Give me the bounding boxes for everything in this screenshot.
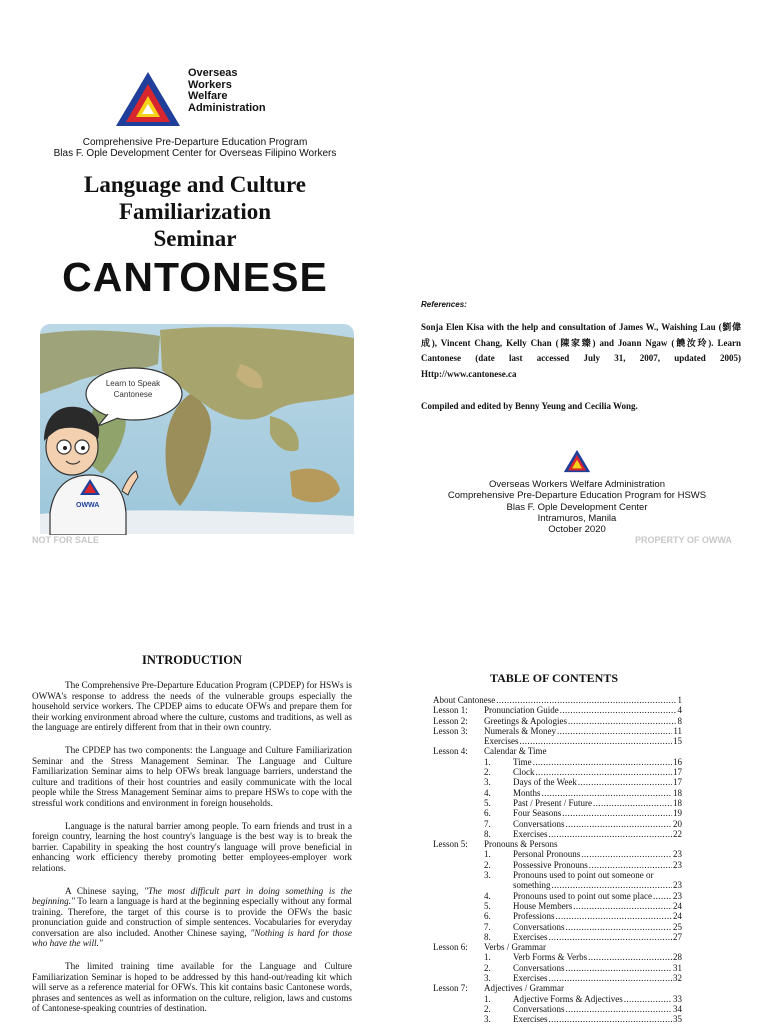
toc-indent: [433, 870, 484, 880]
toc-entry-label: Verbs / Grammar: [484, 942, 546, 953]
toc-row: [433, 891, 682, 901]
toc-indent: [433, 891, 484, 901]
toc-entry-label: Conversations: [513, 818, 565, 829]
toc-entry-label: Exercises: [484, 736, 519, 747]
toc-entry-label: Months: [513, 787, 541, 798]
toc-page-number: 23: [673, 859, 682, 870]
toc-entry-label: Time: [513, 756, 532, 767]
publisher-line: Overseas Workers Welfare Administration: [489, 479, 665, 490]
program-line: Comprehensive Pre-Departure Education Program: [82, 137, 308, 148]
toc-indent: [433, 829, 484, 839]
toc-row: [433, 839, 682, 849]
toc-row: [433, 994, 682, 1004]
title-line: Familiarization: [118, 199, 272, 224]
publisher-block: [421, 479, 733, 535]
toc-page-number: 22: [673, 828, 682, 839]
toc-page-number: 15: [673, 736, 682, 747]
toc-row: [433, 757, 682, 767]
toc-page-number: 18: [673, 797, 682, 808]
toc-row: [433, 829, 682, 839]
toc-page-number: 25: [673, 921, 682, 932]
table-of-contents: [433, 695, 682, 1024]
toc-leader: [548, 932, 672, 942]
toc-lesson-number: Lesson 7:: [433, 983, 468, 994]
toc-entry-label: Pronouns & Persons: [484, 839, 558, 850]
toc-indent: [433, 994, 484, 1004]
toc-indent: [433, 860, 484, 870]
toc-sub-number: 1.: [484, 993, 491, 1004]
toc-sub-number: 3.: [484, 973, 491, 984]
toc-indent: [433, 808, 484, 818]
toc-row: [433, 870, 682, 880]
toc-row: [433, 963, 682, 973]
toc-sub-number: [484, 880, 513, 890]
toc-page-number: 17: [673, 767, 682, 778]
toc-lesson-number: Lesson 3:: [433, 725, 468, 736]
toc-leader: [548, 973, 672, 983]
toc-row: [433, 849, 682, 859]
toc-page-number: 8: [677, 715, 682, 726]
org-line: Administration: [188, 101, 266, 114]
toc-sub-number: 3.: [484, 1014, 491, 1024]
toc-leader: [653, 891, 672, 901]
intro-paragraph: The CPDEP has two components: the Language and Culture Familiarization Seminar and the Stress Management Seminar. The Language and Culture Familiarization Seminar aims to help OFWs break language barriers, understand the culture and traditions of their host countries and easily communicate with the local people while the Stress Management Seminar aims to prepare HSWs to cope with the stressful work conditions and environment in foreign households.: [32, 744, 352, 808]
toc-row: [433, 911, 682, 921]
property-label: PROPERTY OF OWWA: [635, 535, 732, 545]
owwa-logo-small: [563, 449, 591, 473]
toc-title: TABLE OF CONTENTS: [489, 671, 619, 685]
toc-leader: [533, 757, 672, 767]
toc-row: [433, 1014, 682, 1024]
toc-leader: [557, 726, 672, 736]
toc-leader: [566, 922, 673, 932]
introduction-text: [32, 680, 352, 1024]
toc-indent: [433, 788, 484, 798]
toc-sub-number: 8.: [484, 931, 491, 942]
toc-page-number: 23: [673, 849, 682, 860]
toc-sub-number: 5.: [484, 797, 491, 808]
toc-row: [433, 798, 682, 808]
toc-indent: [433, 963, 484, 973]
toc-entry-label: Exercises: [513, 931, 548, 942]
toc-entry-label: Exercises: [513, 828, 548, 839]
toc-entry-label: Conversations: [513, 921, 565, 932]
org-line: Workers: [188, 78, 232, 91]
toc-indent: [433, 880, 484, 890]
toc-leader: [556, 911, 672, 921]
toc-sub-number: 2.: [484, 767, 491, 778]
toc-page-number: 16: [673, 756, 682, 767]
toc-lesson-number: Lesson 5:: [433, 839, 468, 850]
publisher-line: Intramuros, Manila: [537, 512, 617, 524]
toc-leader: [496, 695, 676, 705]
toc-leader: [566, 963, 673, 973]
intro-paragraph: The Comprehensive Pre-Departure Education Program (CPDEP) for HSWs is OWWA's response to address the needs of the vulnerable groups especially the household service workers. The CPDEP aims to educate OFWs and prepare them for their working environment abroad where the culture, customs and traditions, as well as the language are entirely different from that in their own country.: [32, 680, 352, 733]
toc-sub-number: 4.: [484, 787, 491, 798]
publisher-line: Blas F. Ople Development Center: [506, 501, 648, 513]
toc-lesson-number: [433, 736, 484, 746]
toc-sub-number: 2.: [484, 859, 491, 870]
compiled-by: Compiled and edited by Benny Yeung and Cecilia Wong.: [421, 401, 638, 411]
toc-row: [433, 716, 682, 726]
toc-leader: [589, 860, 672, 870]
toc-sub-number: 3.: [484, 777, 491, 788]
toc-entry-label: Adjective Forms & Adjectives: [513, 993, 623, 1004]
shirt-badge-text: OWWA: [76, 502, 100, 509]
toc-leader: [542, 788, 672, 798]
toc-entry-label: something: [513, 880, 551, 891]
title-line: Seminar: [153, 226, 237, 251]
toc-leader: [593, 798, 672, 808]
toc-sub-number: 1.: [484, 756, 491, 767]
toc-row: [433, 973, 682, 983]
toc-page-number: 34: [673, 1003, 682, 1014]
toc-page-number: 31: [673, 962, 682, 973]
toc-sub-number: 8.: [484, 828, 491, 839]
bubble-line: Learn to Speak: [105, 379, 161, 388]
toc-sub-number: 1.: [484, 952, 491, 963]
toc-row: [433, 942, 682, 952]
publisher-line: Comprehensive Pre-Departure Education Program for HSWS: [447, 490, 707, 502]
toc-entry-label: Greetings & Apologies: [484, 715, 567, 726]
org-line: Welfare: [188, 90, 228, 102]
toc-row: [433, 983, 682, 993]
toc-entry-label: Calendar & Time: [484, 746, 547, 757]
toc-entry-label: Past / Present / Future: [513, 797, 592, 808]
toc-indent: [433, 757, 484, 767]
toc-indent: [433, 798, 484, 808]
toc-page-number: 19: [673, 808, 682, 819]
toc-leader: [566, 1004, 673, 1014]
program-lines: [40, 137, 350, 159]
toc-leader: [624, 994, 672, 1004]
toc-leader: [566, 819, 673, 829]
references-heading: References:: [421, 300, 467, 309]
toc-indent: [433, 1004, 484, 1014]
toc-leader: [560, 705, 677, 715]
toc-page-number: 18: [673, 787, 682, 798]
toc-lesson-number: Lesson 6:: [433, 942, 468, 953]
toc-row: [433, 777, 682, 787]
toc-entry-label: Verb Forms & Verbs: [513, 952, 588, 963]
speech-bubble-text: [92, 378, 174, 400]
toc-entry-label: House Members: [513, 900, 573, 911]
toc-page-number: 24: [673, 900, 682, 911]
toc-entry-label: Four Seasons: [513, 808, 562, 819]
toc-entry-label: Exercises: [513, 973, 548, 984]
toc-page-number: 27: [673, 931, 682, 942]
toc-indent: [433, 932, 484, 942]
toc-entry-label: Numerals & Money: [484, 725, 556, 736]
toc-indent: [433, 777, 484, 787]
toc-page-number: 11: [673, 725, 682, 736]
not-for-sale-label: NOT FOR SALE: [32, 535, 99, 545]
toc-sub-number: 7.: [484, 921, 491, 932]
toc-sub-number: 6.: [484, 808, 491, 819]
toc-sub-number: 2.: [484, 1003, 491, 1014]
org-line: Overseas: [188, 67, 238, 79]
toc-row: [433, 880, 682, 890]
toc-row: [433, 726, 682, 736]
toc-row: [433, 808, 682, 818]
intro-text: To learn a language is hard at the beginning especially without any formal training. Therefore, the target of this course is to provide the OFWs the basic pronunciation guide and construction of simple sentences. Vocabularies for everyday conversation are also included. Another Chinese saying,: [32, 896, 352, 938]
intro-text: A Chinese saying,: [65, 885, 145, 896]
toc-indent: [433, 819, 484, 829]
toc-leader: [548, 1014, 672, 1024]
introduction-title: INTRODUCTION: [141, 653, 242, 667]
toc-leader: [562, 808, 672, 818]
program-line: Blas F. Ople Development Center for Overseas Filipino Workers: [53, 148, 337, 159]
toc-entry-label: Clock: [513, 767, 535, 778]
toc-leader: [552, 880, 673, 890]
toc-lesson-number: Lesson 1:: [433, 705, 468, 716]
toc-leader: [581, 849, 672, 859]
org-name: [188, 68, 266, 114]
toc-page-number: 23: [673, 880, 682, 891]
toc-entry-label: Professions: [513, 911, 555, 922]
references-body: Sonja Elen Kisa with the help and consultation of James W., Waishing Lau (劉偉成), Vincent Chang, Kelly Chan (陳家臻) and Joann Ngaw (饒汝玲). Learn Cantonese (date last accessed July 31, 2007, updated 2005) Http://www.cantonese.ca: [421, 322, 741, 379]
toc-sub-number: 6.: [484, 911, 491, 922]
seminar-title: [40, 171, 350, 252]
toc-leader: [578, 777, 672, 787]
toc-leader: [536, 767, 673, 777]
toc-entry-label: Conversations: [513, 962, 565, 973]
toc-page-number: 17: [673, 777, 682, 788]
intro-paragraph: [32, 886, 352, 950]
toc-page-number: 28: [673, 952, 682, 963]
toc-row: [433, 932, 682, 942]
toc-indent: [433, 1014, 484, 1024]
toc-sub-number: 3.: [484, 870, 491, 881]
toc-indent: [433, 973, 484, 983]
toc-entry-label: Pronouns used to point out someone or: [513, 870, 654, 881]
toc-indent: [433, 767, 484, 777]
language-title: CANTONESE: [62, 254, 328, 300]
toc-row: [433, 901, 682, 911]
toc-row: [433, 695, 682, 705]
toc-row: [433, 746, 682, 756]
toc-row: [433, 767, 682, 777]
toc-entry-label: About Cantonese: [433, 695, 496, 705]
toc-lesson-number: Lesson 2:: [433, 715, 468, 726]
toc-leader: [519, 736, 672, 746]
toc-row: [433, 922, 682, 932]
intro-paragraph: The limited training time available for the Language and Culture Familiarization Seminar is hoped to be addressed by this hand-out/reading kit which will serve as a reference material for OFWs. This kit contains basic Cantonese words, phrases and sentences as well as information on the culture, religion, laws and customs of Cantonese-speaking countries of destination.: [32, 961, 352, 1014]
toc-row: [433, 736, 682, 746]
toc-page-number: 20: [673, 818, 682, 829]
toc-sub-number: 1.: [484, 849, 491, 860]
chinese-saying: "Nothing is hard for those who have the will.": [32, 927, 353, 949]
toc-indent: [433, 911, 484, 921]
toc-sub-number: 5.: [484, 900, 491, 911]
toc-sub-number: 2.: [484, 962, 491, 973]
toc-entry-label: Possessive Pronouns: [513, 859, 588, 870]
toc-row: [433, 788, 682, 798]
toc-sub-number: 4.: [484, 890, 491, 901]
toc-leader: [568, 716, 677, 726]
toc-entry-label: Adjectives / Grammar: [484, 983, 564, 994]
toc-page-number: 35: [673, 1014, 682, 1024]
toc-entry-label: Exercises: [513, 1014, 548, 1024]
toc-row: [433, 819, 682, 829]
toc-page-number: 1: [677, 695, 682, 705]
chinese-saying: "The most difficult part in doing something is the beginning.": [32, 885, 352, 907]
toc-page-number: 23: [673, 890, 682, 901]
toc-indent: [433, 849, 484, 859]
toc-entry-label: Days of the Week: [513, 777, 577, 788]
toc-page-number: 24: [673, 911, 682, 922]
toc-indent: [433, 952, 484, 962]
publisher-line: October 2020: [548, 524, 606, 536]
title-line: Language and Culture: [84, 172, 306, 197]
toc-row: [433, 860, 682, 870]
toc-sub-number: 7.: [484, 818, 491, 829]
toc-leader: [548, 829, 672, 839]
toc-leader: [573, 901, 672, 911]
toc-page-number: 32: [673, 973, 682, 984]
toc-entry-label: Pronouns used to point out some place: [513, 890, 652, 901]
owwa-logo: [114, 70, 182, 128]
toc-entry-label: Personal Pronouns: [513, 849, 581, 860]
toc-row: [433, 952, 682, 962]
toc-indent: [433, 922, 484, 932]
toc-leader: [588, 952, 672, 962]
toc-row: [433, 1004, 682, 1014]
toc-lesson-number: Lesson 4:: [433, 746, 468, 757]
toc-page-number: 4: [677, 705, 682, 716]
toc-indent: [433, 901, 484, 911]
intro-paragraph: Language is the natural barrier among people. To earn friends and trust in a foreign country, learning the host country's language is the best way is to break the barrier. Capability in speaking the host country's language will prove beneficial in enhancing work efficiency thereby promoting better employees-employer work relations.: [32, 820, 352, 873]
toc-entry-label: Conversations: [513, 1003, 565, 1014]
toc-row: [433, 705, 682, 715]
bubble-line: Cantonese: [113, 390, 153, 399]
toc-page-number: 33: [673, 993, 682, 1004]
toc-entry-label: Pronunciation Guide: [484, 705, 559, 716]
